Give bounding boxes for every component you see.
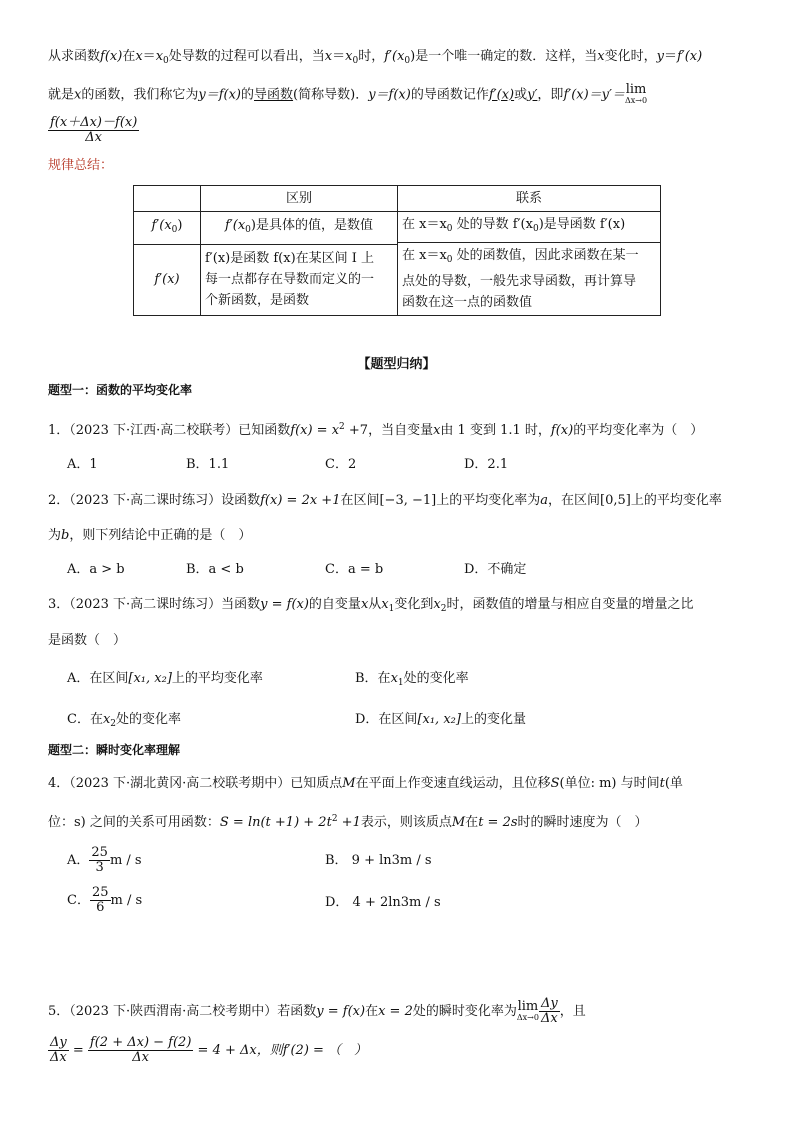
summary-label: 规律总结： <box>48 158 114 173</box>
text: ，则下列结论中正确的是（ ） <box>69 528 252 543</box>
math: x <box>433 597 441 612</box>
unit: m / s <box>109 853 142 868</box>
fraction-denominator: 6 <box>96 900 105 915</box>
math: f′(x <box>225 217 246 233</box>
text: 表示，则该质点 <box>360 815 452 830</box>
math: x <box>381 597 389 612</box>
text: 的自变量 <box>308 597 361 612</box>
math: f(x) <box>550 423 574 438</box>
math: [0,5] <box>600 493 631 508</box>
lim-sub: Δx→0 <box>516 1012 539 1022</box>
fraction-numerator: 25 <box>91 845 108 860</box>
q3-option-a <box>67 670 263 688</box>
text: A． <box>67 853 90 868</box>
text: )是导函数 f′(x) <box>538 217 626 232</box>
math: [x₁, x₂] <box>128 671 172 686</box>
question-3-line-2: 是函数（ ） <box>48 633 127 648</box>
text: 处的瞬时变化率为 <box>412 1004 517 1019</box>
intro-line-1 <box>48 48 702 70</box>
fraction <box>89 846 110 875</box>
text: 处的变化率 <box>116 712 182 727</box>
fraction-numerator: Δy <box>540 996 558 1011</box>
math: f′(2) = （ ） <box>282 1043 368 1058</box>
text: 或 <box>514 87 528 103</box>
math: a <box>540 493 549 508</box>
math: t <box>659 776 665 791</box>
section-title: 【题型归纳】 <box>357 357 436 372</box>
text: C．在 <box>67 712 103 727</box>
subscript: 0 <box>404 56 411 66</box>
math: b <box>61 528 70 543</box>
question-2-line-2 <box>48 527 251 545</box>
link-line-1 <box>402 214 656 240</box>
text: 3．（2023 下·高二课时练习）当函数 <box>48 597 261 612</box>
table-header-row <box>134 186 661 212</box>
superscript: 2 <box>339 422 345 432</box>
text: B．在 <box>355 671 391 686</box>
math: y＝f(x) <box>198 87 242 103</box>
table-row <box>134 212 661 245</box>
text: 从 <box>368 597 382 612</box>
text: = <box>68 1043 88 1058</box>
link-line-2 <box>398 242 660 271</box>
question-type-1: 题型一：函数的平均变化率 <box>48 383 193 397</box>
table-header-diff: 区别 <box>201 186 398 212</box>
subscript: 0 <box>245 224 251 235</box>
text: 从求函数 <box>48 49 101 64</box>
table-cell <box>201 212 398 245</box>
text: 在区间 <box>340 493 380 508</box>
subscript: 0 <box>446 224 453 234</box>
text: 变化到 <box>394 597 434 612</box>
text: 在 <box>465 815 479 830</box>
text: )是一个唯一确定的数．这样，当 <box>410 49 598 64</box>
math: y＝f(x) <box>368 87 411 103</box>
math: x <box>597 49 605 64</box>
text: 为 <box>48 528 62 543</box>
question-1 <box>48 418 703 440</box>
fraction-denominator: Δx <box>132 1050 150 1065</box>
subscript: 0 <box>163 56 169 66</box>
lim: lim <box>625 82 647 97</box>
unit: m / s <box>110 893 143 908</box>
math: +1 <box>337 815 361 830</box>
q2-option-c: C．a = b <box>325 562 384 577</box>
q4-option-a <box>67 846 142 875</box>
superscript: 2 <box>331 814 338 824</box>
text: 的 <box>241 87 255 103</box>
text: 时， <box>358 49 385 64</box>
text: 上的平均变化率 <box>171 671 263 686</box>
text: 的平均变化率为（ ） <box>573 423 704 438</box>
math: = 4 + Δx，则 <box>193 1043 283 1058</box>
math: y <box>656 49 664 64</box>
text: 处的导数 f′(x <box>452 217 533 232</box>
math: [x₁, x₂] <box>417 712 461 727</box>
question-4 <box>48 775 683 793</box>
table-row-label: $f'(x_0)$ <box>134 212 201 245</box>
q1-option-d: D．2.1 <box>464 457 509 472</box>
text: 在 x＝x <box>402 217 447 232</box>
text: 变化时， <box>604 49 657 64</box>
fraction <box>48 1036 69 1065</box>
text: 在 <box>122 49 136 64</box>
subscript: 0 <box>532 224 539 234</box>
lim: lim <box>517 998 539 1014</box>
fraction-denominator: Δx <box>50 1050 67 1065</box>
text: (单 <box>664 776 683 791</box>
subscript: 0 <box>171 224 178 235</box>
text: ＝ <box>663 49 677 64</box>
math: f(x) = x <box>290 423 340 438</box>
q2-option-a: A．a > b <box>67 562 125 577</box>
math: x <box>135 49 143 64</box>
text: 在 x＝x <box>402 248 447 263</box>
text: 处的函数值，因此求函数在某一 <box>452 248 639 263</box>
math: x <box>390 671 398 686</box>
text: 在 <box>365 1004 379 1019</box>
question-3: 3．（2023 下·高二课时练习）当函数y = f(x)的自变量x从$x_1$变化到$x_2$时，函数值的增量与相应自变量的增量之比 <box>48 597 694 614</box>
fraction <box>90 886 111 915</box>
intro-line-3 <box>48 116 139 145</box>
question-5 <box>48 997 586 1026</box>
fraction-denominator: 3 <box>95 860 104 875</box>
text: ，且 <box>559 1004 586 1019</box>
q3-option-c: C．在$x_2$处的变化率 <box>67 712 182 729</box>
fraction-numerator: f(2 + Δx) − f(2) <box>89 1035 192 1050</box>
text: (单位: m) 与时间 <box>559 776 660 791</box>
math: y = f(x) <box>260 597 309 612</box>
math: x <box>155 49 164 64</box>
text: D．在区间 <box>355 712 418 727</box>
fraction-numerator: Δy <box>50 1035 67 1050</box>
math: x <box>433 423 441 438</box>
question-4-line-2 <box>48 810 648 832</box>
math: M <box>451 815 466 830</box>
text: ＝ <box>142 49 156 64</box>
q3-option-d <box>355 711 526 729</box>
fraction <box>539 997 560 1026</box>
text: 的导函数记作 <box>410 87 489 103</box>
table-cell-link <box>398 212 661 316</box>
text: 由 1 变到 1.1 时， <box>440 423 551 438</box>
text: 4．（2023 下·湖北黄冈·高二校联考期中）已知质点 <box>48 776 343 791</box>
text: 5．（2023 下·陕西渭南·高二校考期中）若函数 <box>48 1004 317 1019</box>
text: 1．（2023 下·江西·高二校联考）已知函数 <box>48 423 291 438</box>
fraction-numerator: 25 <box>91 885 109 900</box>
text: 时的瞬时速度为（ ） <box>517 815 648 830</box>
math: f(x) <box>100 49 123 64</box>
q3-option-b: B．在$x_1$处的变化率 <box>355 671 469 688</box>
math: x = 2 <box>378 1004 413 1019</box>
text: ＝ <box>332 49 346 64</box>
math: x <box>324 49 333 64</box>
q1-option-c: C．2 <box>325 457 357 472</box>
text: (简称导数)． <box>293 87 369 103</box>
limit-operator <box>516 998 539 1023</box>
math: x <box>360 597 369 612</box>
fraction-denominator: Δx <box>85 130 103 145</box>
text: ，即 <box>537 87 564 103</box>
table-row-label: f′(x) <box>134 244 201 315</box>
text: ，在区间 <box>548 493 601 508</box>
text: +7，当自变量 <box>344 423 434 438</box>
text: 上的变化量 <box>460 712 526 727</box>
text: 处的变化率 <box>403 671 469 686</box>
text: 2．（2023 下·高二课时练习）设函数 <box>48 493 261 508</box>
q2-option-d: D．不确定 <box>464 562 527 577</box>
q4-option-b: B． 9 + ln3m / s <box>325 853 432 868</box>
table-header-link: 联系 <box>398 186 661 212</box>
diff-line-3: 个新函数，是函数 <box>205 293 310 309</box>
math: f′(x)＝y′＝ <box>563 87 625 103</box>
math: x <box>102 712 111 727</box>
fraction <box>88 1036 194 1065</box>
text: 时，函数值的增量与相应自变量的增量之比 <box>446 597 694 612</box>
question-5-line-2 <box>48 1036 367 1065</box>
math: [−3, −1] <box>379 493 437 508</box>
q4-option-c <box>67 886 142 915</box>
math: x <box>74 87 82 103</box>
notation-fprime: f′(x) <box>488 87 515 103</box>
notation-yprime: y′ <box>527 87 538 103</box>
table-corner <box>134 186 201 212</box>
limit-operator <box>625 84 647 106</box>
math: f′(x <box>384 49 405 64</box>
text: 在平面上作变速直线运动，且位移 <box>355 776 551 791</box>
lim-sub: Δx→0 <box>624 96 648 105</box>
table-cell <box>201 244 398 315</box>
subscript: 0 <box>446 255 453 265</box>
text: 位：s) 之间的关系可用函数： <box>48 815 220 830</box>
text: 上的平均变化率为 <box>436 493 541 508</box>
fraction-denominator: Δx <box>540 1011 558 1026</box>
link-line-4: 函数在这一点的函数值 <box>402 295 533 310</box>
question-2 <box>48 492 722 510</box>
math: S <box>550 776 560 791</box>
fraction-numerator: f(x＋Δx)－f(x) <box>50 115 138 130</box>
diff-line-1: f′(x)是函数 f(x)在某区间 I 上 <box>205 251 375 267</box>
link-line-3: 点处的导数，一般先求导函数，再计算导 <box>402 274 637 289</box>
question-type-2: 题型二：瞬时变化率理解 <box>48 743 181 757</box>
q1-option-a: A．1 <box>67 457 98 472</box>
text: 的函数，我们称它为 <box>81 87 199 103</box>
math: f(x) = 2x +1 <box>260 493 341 508</box>
math: f′(x <box>151 217 172 233</box>
subscript: 0 <box>352 56 359 66</box>
math: f′(x) <box>676 49 703 64</box>
difference-quotient <box>48 116 139 145</box>
summary-table <box>133 185 661 316</box>
math: t = 2s <box>478 815 518 830</box>
q2-option-b: B．a < b <box>186 562 244 577</box>
diff-line-2: 每一点都存在导数而定义的一 <box>205 272 375 288</box>
math: M <box>342 776 356 791</box>
math: S = ln(t +1) + 2t <box>219 815 332 830</box>
text: )是具体的值，是数值 <box>250 217 373 233</box>
text: A．在区间 <box>67 671 129 686</box>
text: C． <box>67 893 90 908</box>
q1-option-b: B．1.1 <box>186 457 230 472</box>
q4-option-d: D． 4 + 2ln3m / s <box>325 895 441 910</box>
text: 上的平均变化率 <box>630 493 722 508</box>
term-derivative-function: 导函数 <box>254 87 294 103</box>
text: 处导数的过程可以看出，当 <box>168 49 325 64</box>
text: 就是 <box>48 87 75 103</box>
math: y = f(x) <box>316 1004 366 1019</box>
intro-line-2 <box>48 84 647 106</box>
math: x <box>345 49 353 64</box>
